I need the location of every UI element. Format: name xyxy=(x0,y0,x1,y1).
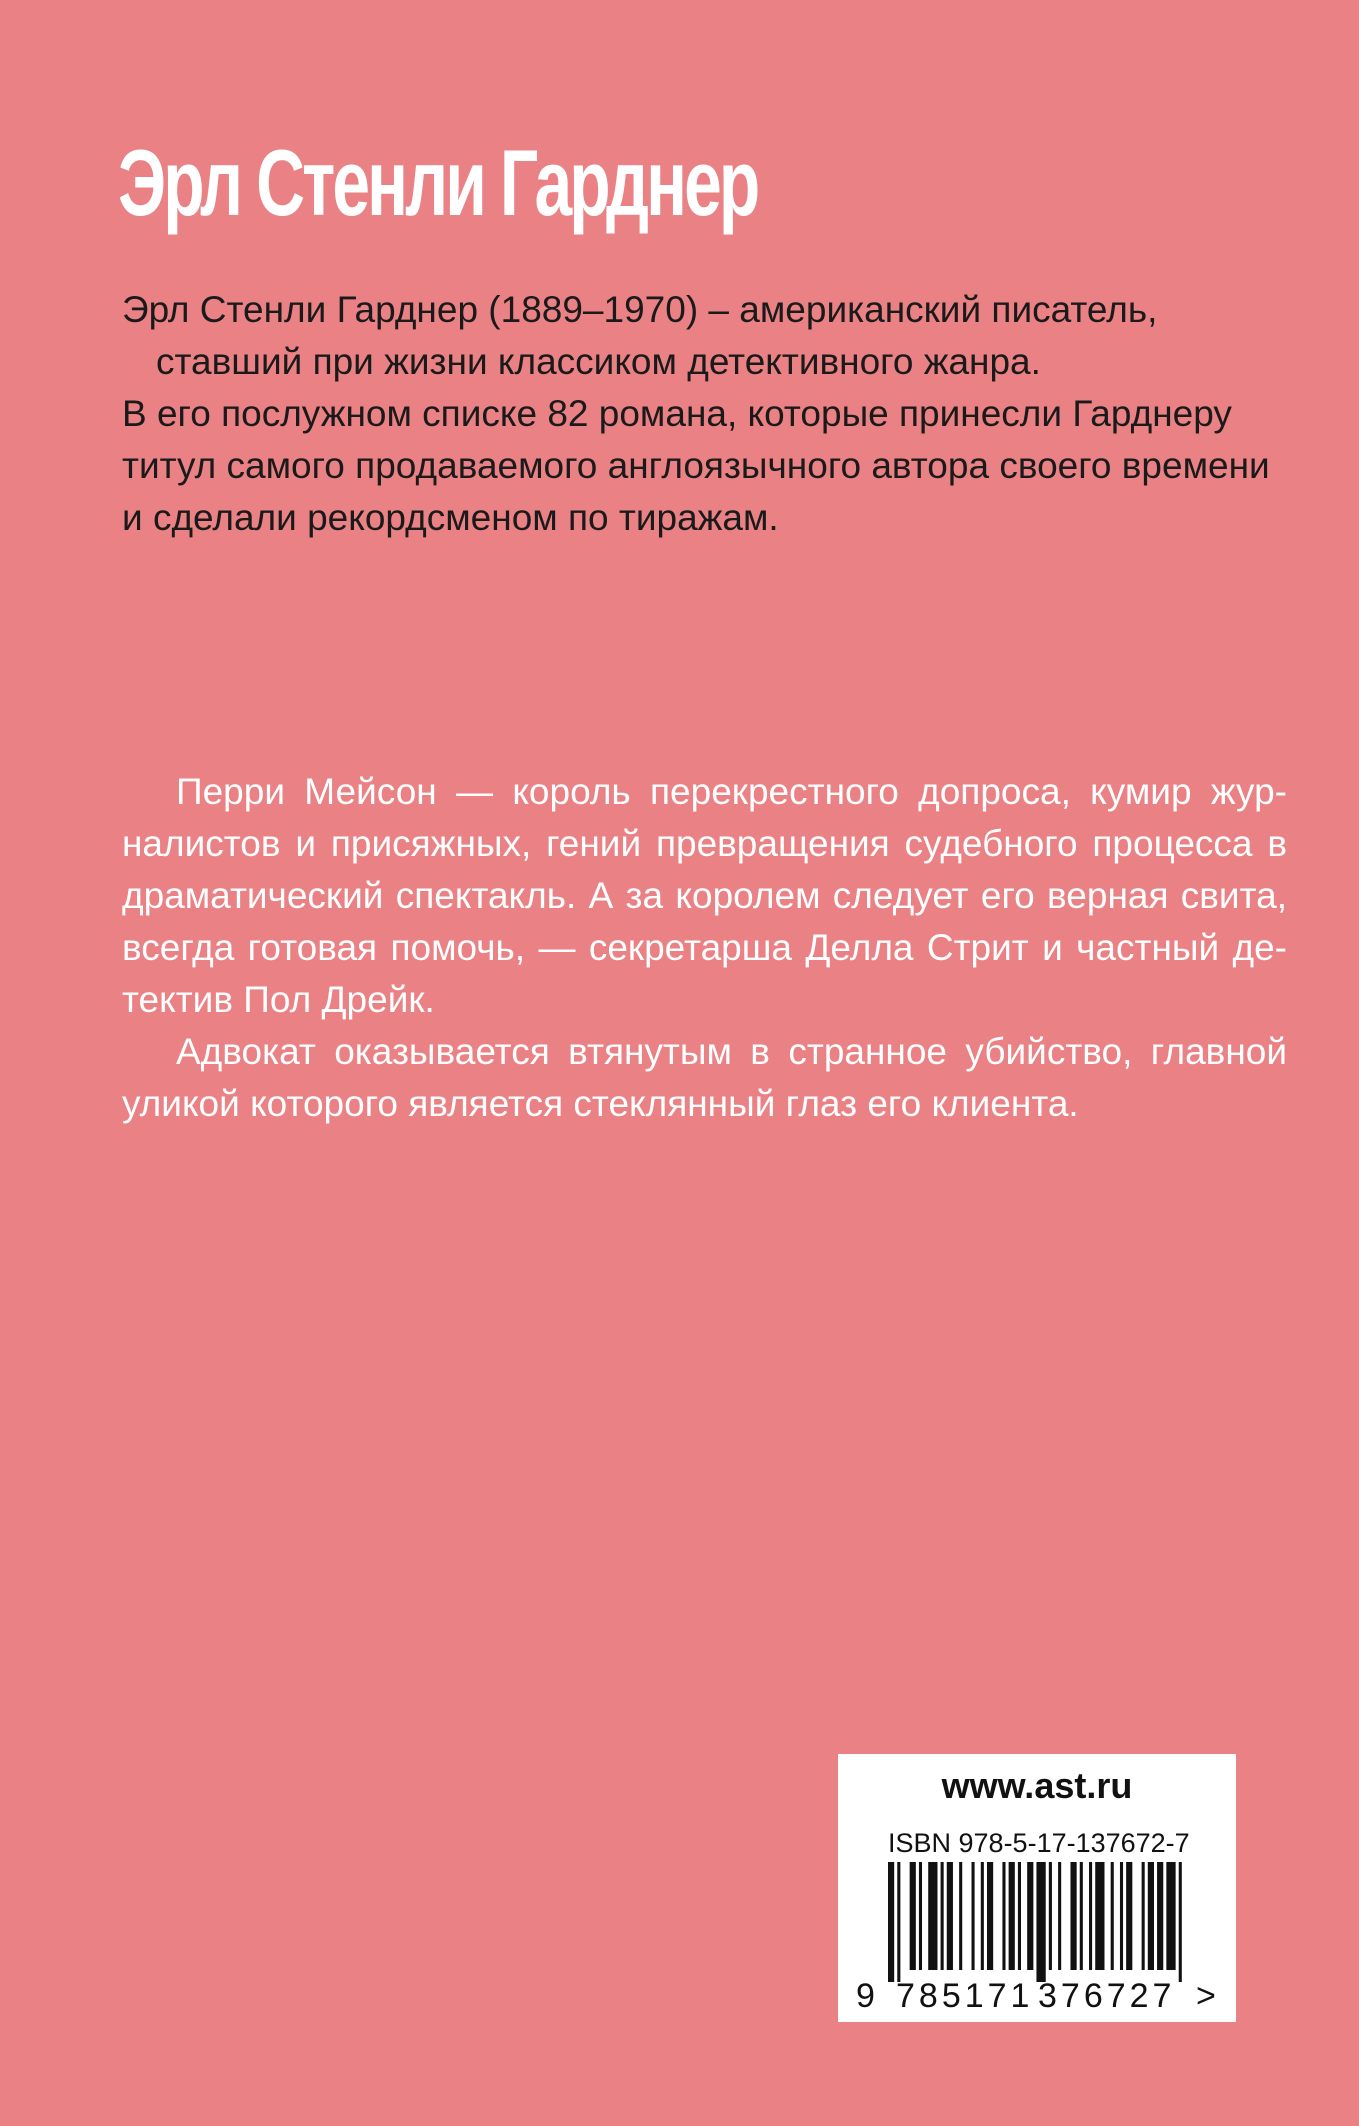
barcode-bar xyxy=(1179,1862,1182,1982)
barcode-panel xyxy=(838,1754,1236,2022)
bio-line: и сделали рекордсменом по тиражам. xyxy=(122,497,779,538)
barcode-bar xyxy=(987,1862,993,1970)
barcode-bar xyxy=(1166,1862,1175,1970)
author-name: Эрл Стенли Гарднер xyxy=(118,130,758,235)
barcode-bar xyxy=(919,1862,922,1970)
barcode-bar xyxy=(1027,1862,1033,1970)
barcode-bar xyxy=(897,1862,900,1982)
barcode-bar xyxy=(1089,1862,1092,1970)
barcode-digits-left: 785171 xyxy=(896,1977,1034,2015)
barcode-bar xyxy=(888,1862,894,1982)
bio-line: ставший при жизни классиком детективного жанра. xyxy=(156,341,1041,382)
blurb-paragraph: Перри Мейсон — король перекрестного допроса, кумир журналистов и присяжных, гений превращения судебного процесса в драматический спектакль. А за королем следует его верная свита, всегда готовая помочь, — секретарша Делла Стрит и частный детектив Пол Дрейк. xyxy=(122,771,1287,1020)
barcode-bar xyxy=(928,1862,937,1970)
bio-line: В его послужном списке 82 романа, которые принесли Гарднеру xyxy=(122,393,1232,434)
barcode-bar xyxy=(1148,1862,1154,1970)
author-bio xyxy=(122,284,1282,544)
barcode-bar xyxy=(1049,1862,1052,1970)
barcode-bar xyxy=(941,1862,944,1970)
barcode-bar xyxy=(1018,1862,1021,1970)
barcode-bar xyxy=(1058,1862,1061,1970)
barcode-bar xyxy=(981,1862,984,1970)
barcode-bar xyxy=(1080,1862,1083,1970)
book-blurb xyxy=(122,766,1287,1130)
barcode-quiet-zone-mark: > xyxy=(1196,1977,1216,2015)
publisher-website: www.ast.ru xyxy=(941,1765,1133,1806)
barcode-digits-right: 376727 xyxy=(1038,1977,1176,2015)
barcode-bar xyxy=(1070,1862,1076,1970)
barcode-bar xyxy=(947,1862,953,1970)
bio-line: Эрл Стенли Гарднер (1889–1970) – американский писатель, xyxy=(122,289,1158,330)
barcode-bar xyxy=(959,1862,962,1970)
barcode-bar xyxy=(1095,1862,1104,1970)
blurb-paragraph: Адвокат оказывается втянутым в странное убийство, главной уликой которого является стеклянный глаз его клиента. xyxy=(122,1031,1287,1124)
barcode-bar xyxy=(1120,1862,1123,1970)
barcode-bar xyxy=(972,1862,975,1970)
barcode-bar xyxy=(1157,1862,1163,1970)
barcode-bar xyxy=(1142,1862,1145,1970)
barcode-bar xyxy=(1036,1862,1045,1982)
barcode-bar xyxy=(1126,1862,1132,1970)
bio-line: титул самого продаваемого англоязычного автора своего времени xyxy=(122,445,1270,486)
barcode-bars-icon xyxy=(888,1862,1188,1982)
barcode-bar xyxy=(1009,1862,1015,1970)
barcode-bar xyxy=(1111,1862,1114,1970)
barcode-digit-first: 9 xyxy=(856,1977,875,2015)
isbn-label: ISBN 978-5-17-137672-7 xyxy=(888,1828,1190,1858)
barcode-bar xyxy=(910,1862,916,1970)
barcode-bar xyxy=(1002,1862,1005,1970)
